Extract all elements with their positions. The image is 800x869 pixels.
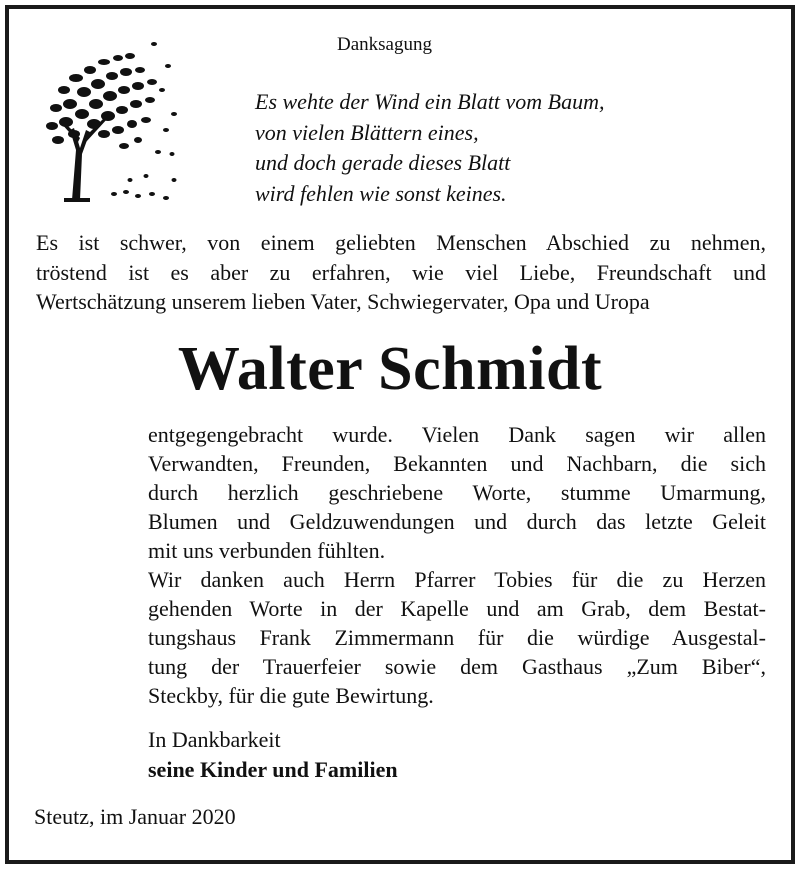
poem-line: von vielen Blättern eines, [255, 119, 479, 145]
body-line: tungshaus Frank Zimmermann für die würdige Ausgestal- [148, 625, 766, 650]
body-line: Blumen und Geldzuwendungen und durch das letzte Geleit [148, 509, 766, 534]
body-line: entgegengebracht wurde. Vielen Dank sagen wir allen [148, 422, 766, 447]
body-paragraph [148, 420, 766, 710]
body-line: Wir danken auch Herrn Pfarrer Tobies für die zu Herzen [148, 567, 766, 592]
poem [255, 87, 605, 209]
body-line: gehenden Worte in der Kapelle und am Grab, dem Bestat- [148, 596, 766, 621]
deceased-name: Walter Schmidt [177, 335, 603, 403]
wind-blown-tree-icon [34, 30, 182, 205]
closing [148, 725, 398, 785]
body-line: Verwandten, Freunden, Bekannten und Nachbarn, die sich [148, 451, 766, 476]
body-line: Steckby, für die gute Bewirtung. [148, 683, 434, 708]
intro-paragraph [36, 228, 766, 317]
intro-line: tröstend ist es aber zu erfahren, wie viel Liebe, Freundschaft und [36, 259, 766, 285]
body-line: tung der Trauerfeier sowie dem Gasthaus „Zum Biber“, [148, 654, 766, 679]
poem-line: und doch gerade dieses Blatt [255, 150, 511, 175]
poem-line: wird fehlen wie sonst keines. [255, 180, 507, 206]
signature-line: seine Kinder und Familien [148, 757, 398, 782]
intro-line: Wertschätzung unserem lieben Vater, Schwiegervater, Opa und Uropa [36, 289, 650, 314]
poem-line: Es wehte der Wind ein Blatt vom Baum, [255, 89, 605, 114]
closing-line: In Dankbarkeit [148, 727, 281, 752]
place-date: Steutz, im Januar 2020 [34, 804, 236, 829]
body-line: mit uns verbunden fühlten. [148, 538, 386, 563]
intro-line: Es ist schwer, von einem geliebten Menschen Abschied zu nehmen, [36, 230, 766, 255]
body-line: durch herzlich geschriebene Worte, stumme Umarmung, [148, 480, 766, 505]
heading-title: Danksagung [337, 34, 432, 55]
